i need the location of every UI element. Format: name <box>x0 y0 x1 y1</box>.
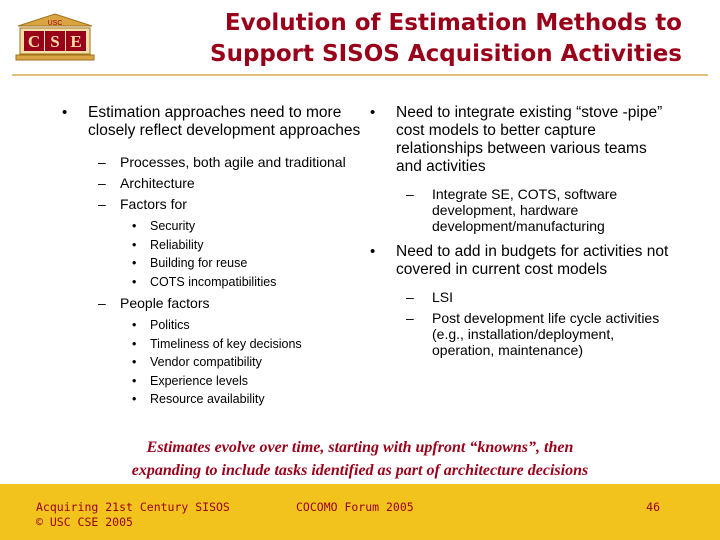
emphasis-line-1: Estimates evolve over time, starting with upfront “knowns”, then <box>146 439 574 456</box>
slide-title <box>122 8 682 70</box>
factor-item: • Building for reuse <box>132 256 248 270</box>
svg-text:S: S <box>50 32 60 51</box>
svg-text:C: C <box>27 32 41 51</box>
right-column <box>370 104 670 363</box>
people-factor-item: • Experience levels <box>132 373 248 388</box>
factor-item: • Reliability <box>132 237 204 252</box>
factor-item: • COTS incompatibilities <box>132 274 277 289</box>
left-column <box>62 104 362 409</box>
svg-text:USC: USC <box>47 20 63 27</box>
left-sub-processes: – Processes, both agile and traditional <box>98 154 346 170</box>
emphasis-statement <box>40 436 680 482</box>
right-sub-lsi: – LSI <box>406 289 454 305</box>
people-factor-item: • Vendor compatibility <box>132 355 262 369</box>
right-bullet-1: • Need to integrate existing “stove -pipe” cost models to better capture relationships between various teams and activities <box>370 104 663 175</box>
svg-text:E: E <box>70 32 82 51</box>
right-sub-integrate: – Integrate SE, COTS, software development, hardware development/manufacturing <box>406 186 618 234</box>
left-bullet-1: • Estimation approaches need to more closely reflect development approaches <box>62 104 361 139</box>
people-factor-item: • Timeliness of key decisions <box>132 336 302 351</box>
footer-course-title: Acquiring 21st Century SISOS <box>36 500 230 514</box>
factor-item: • Security <box>132 219 196 233</box>
usc-cse-logo <box>12 12 98 64</box>
title-line-2: Support SISOS Acquisition Activities <box>210 41 682 67</box>
people-factor-item: • Politics <box>132 318 190 332</box>
title-divider <box>12 74 708 76</box>
title-line-1: Evolution of Estimation Methods to <box>224 10 682 36</box>
left-sub-people-factors: – People factors <box>98 295 210 311</box>
emphasis-line-2: expanding to include tasks identified as part of architecture decisions <box>131 462 589 479</box>
people-factor-item: • Resource availability <box>132 392 265 406</box>
right-sub-post-development: – Post development life cycle activities (e.g., installation/deployment, operation, maintenance) <box>406 310 660 358</box>
left-sub-architecture: – Architecture <box>98 175 195 191</box>
footer-copyright: © USC CSE 2005 <box>36 515 133 529</box>
footer-bar <box>0 484 720 540</box>
page-number: 46 <box>646 500 660 514</box>
left-sub-factors: – Factors for <box>98 196 187 212</box>
footer-event: COCOMO Forum 2005 <box>296 500 414 514</box>
right-bullet-2: • Need to add in budgets for activities not covered in current cost models <box>370 243 669 278</box>
footer-left <box>36 500 230 530</box>
